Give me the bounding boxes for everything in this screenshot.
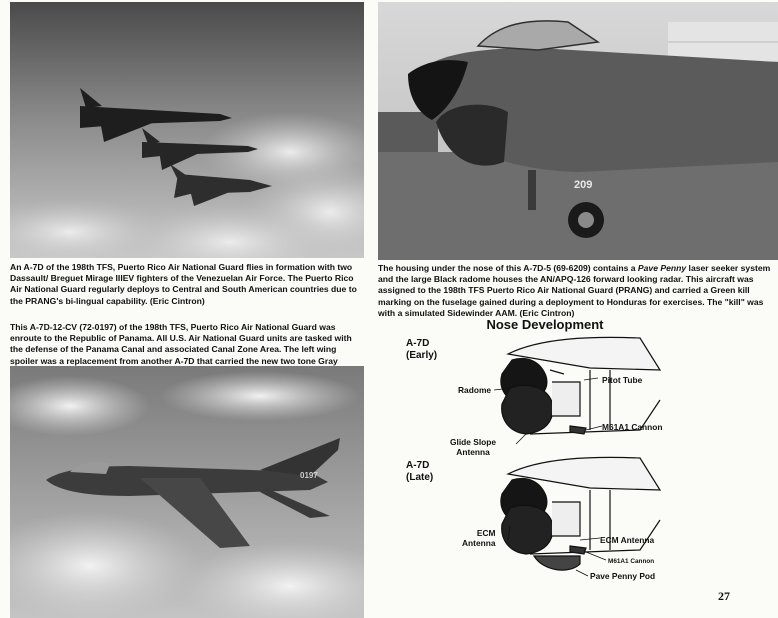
early-variant-label — [406, 338, 437, 362]
ecm-antenna-right-callout: ECM Antenna — [600, 535, 655, 545]
caption-part: laser seeker system and the large Black radome houses the AN/APQ-126 forward looking radar. This aircraft was assigned to the 198th TFS Puerto Rico Air National Guard (PRANG) and carried a Green kill marking on the fuselage gained during a deployment to Honduras for exercises. The "kill" was with a simulated Sidewinder AAM. (Eric Cintron) — [378, 263, 771, 318]
callout-line: Glide Slope — [450, 437, 497, 447]
caption-formation: An A-7D of the 198th TFS, Puerto Rico Air National Guard flies in formation with two Dassault/ Breguet Mirage IIIEV fighters of the Venezuelan Air Force. The Puerto Rico Air National Guard regularly deploys to Central and South American countries due to the PRANG's bi-lingual capability. (Eric Cintron) — [10, 262, 357, 306]
glide-slope-callout — [450, 437, 496, 457]
early-cannon-callout: M61A1 Cannon — [602, 422, 663, 432]
variant-subtitle: (Early) — [406, 350, 438, 361]
callout-line: ECM — [476, 528, 496, 538]
variant-name: A-7D — [406, 338, 430, 349]
ecm-antenna-left-callout — [462, 528, 496, 548]
late-nose-drawing — [501, 457, 660, 570]
nose-closeup-photo — [378, 2, 778, 260]
callout-line: Antenna — [456, 447, 490, 457]
caption-emphasis: Pave Penny — [637, 263, 687, 273]
diagram-title: Nose Development — [486, 317, 604, 332]
late-cannon-callout: M61A1 Cannon — [608, 558, 655, 565]
tail-number-text: 0197 — [300, 471, 318, 480]
radome-callout: Radome — [458, 385, 492, 395]
inflight-photo — [10, 366, 364, 618]
callout-line: Antenna — [462, 538, 496, 548]
early-nose-drawing — [501, 337, 660, 434]
pave-penny-callout: Pave Penny Pod — [590, 571, 656, 581]
page-number: 27 — [718, 589, 730, 603]
caption-nose-closeup — [378, 263, 778, 319]
variant-subtitle: (Late) — [406, 472, 434, 483]
caption-panama-flight: This A-7D-12-CV (72-0197) of the 198th TFS, Puerto Rico Air National Guard was enroute to the Republic of Panama. All U.S. Air National Guard units are tasked with the defense of the Panama Canal and associated Canal Zone Area. The left wing spoiler was a replacement from another A-7D that carried the new two tone Gray — [10, 322, 352, 366]
formation-photo — [10, 2, 364, 258]
variant-name: A-7D — [406, 460, 430, 471]
pitot-tube-callout: Pitot Tube — [602, 375, 643, 385]
late-variant-label — [406, 460, 433, 484]
caption-part: The housing under the nose of this A-7D-5 (69-6209) contains a — [378, 263, 638, 273]
nose-number-text: 209 — [574, 179, 593, 191]
